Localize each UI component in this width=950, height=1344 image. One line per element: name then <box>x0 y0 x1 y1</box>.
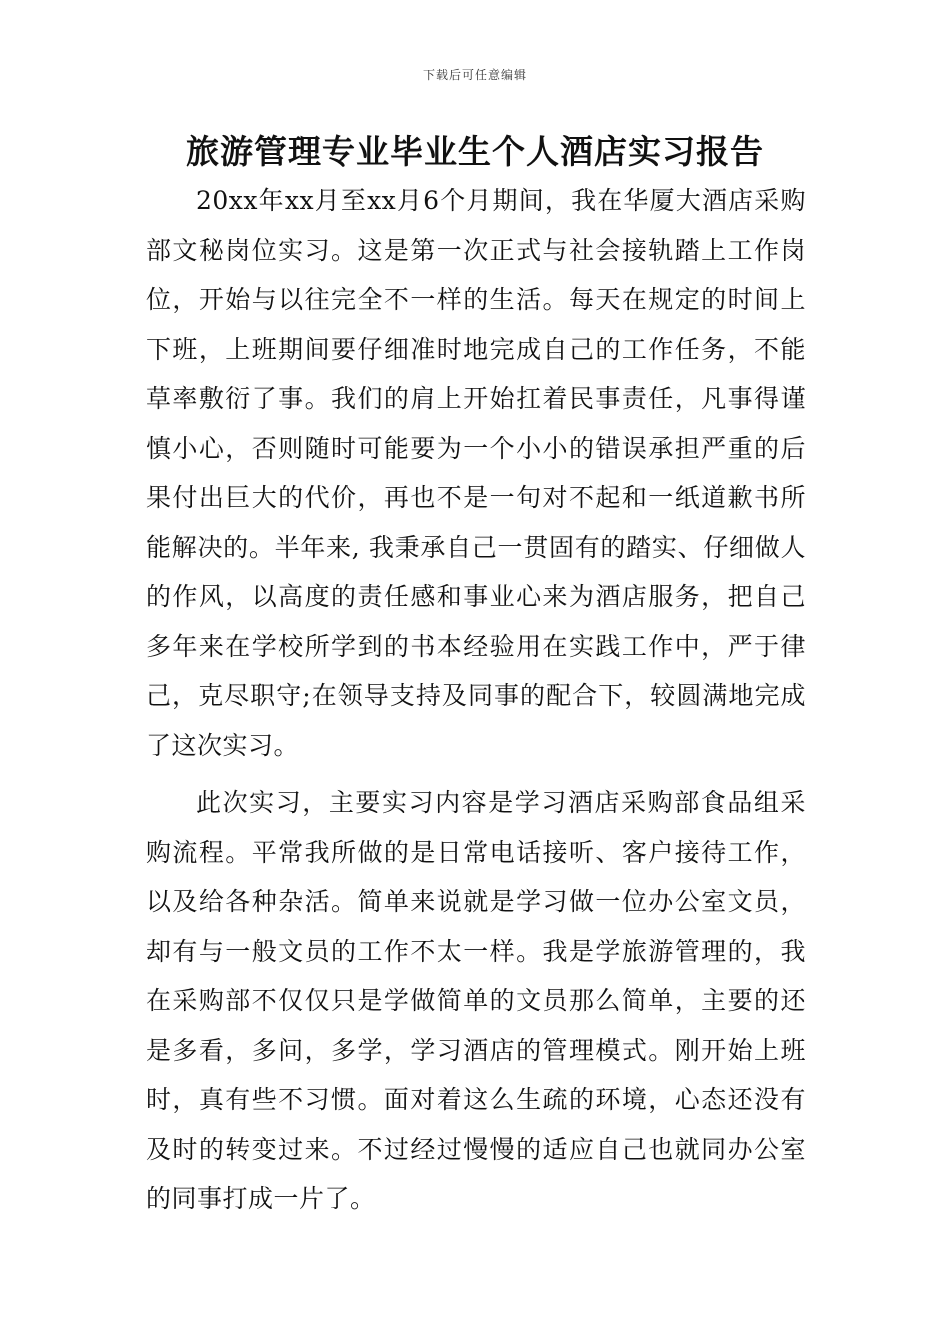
document-body <box>146 176 806 1224</box>
header-note: 下载后可任意编辑 <box>422 68 527 82</box>
document-title: 旅游管理专业毕业生个人酒店实习报告 <box>186 132 764 171</box>
paragraph-2: 此次实习，主要实习内容是学习酒店采购部食品组采购流程。平常我所做的是日常电话接听、客户接待工作，以及给各种杂活。简单来说就是学习做一位办公室文员，却有与一般文员的工作不太一样。我是学旅游管理的，我在采购部不仅仅只是学做简单的文员那么简单，主要的还是多看，多问，多学，学习酒店的管理模式。刚开始上班时，真有些不习惯。面对着这么生疏的环境，心态还没有及时的转变过来。不过经过慢慢的适应自己也就同办公室的同事打成一片了。 <box>146 788 806 1213</box>
paragraph-1: 20xx年xx月至xx月6个月期间，我在华厦大酒店采购部文秘岗位实习。这是第一次正式与社会接轨踏上工作岗位，开始与以往完全不一样的生活。每天在规定的时间上下班，上班期间要仔细准时地完成自己的工作任务，不能草率敷衍了事。我们的肩上开始扛着民事责任，凡事得谨慎小心，否则随时可能要为一个小小的错误承担严重的后果付出巨大的代价，再也不是一句对不起和一纸道歉书所能解决的。半年来, 我秉承自己一贯固有的踏实、仔细做人的作风，以高度的责任感和事业心来为酒店服务，把自己多年来在学校所学到的书本经验用在实践工作中，严于律己，克尽职守;在领导支持及同事的配合下，较圆满地完成了这次实习。 <box>146 186 806 760</box>
